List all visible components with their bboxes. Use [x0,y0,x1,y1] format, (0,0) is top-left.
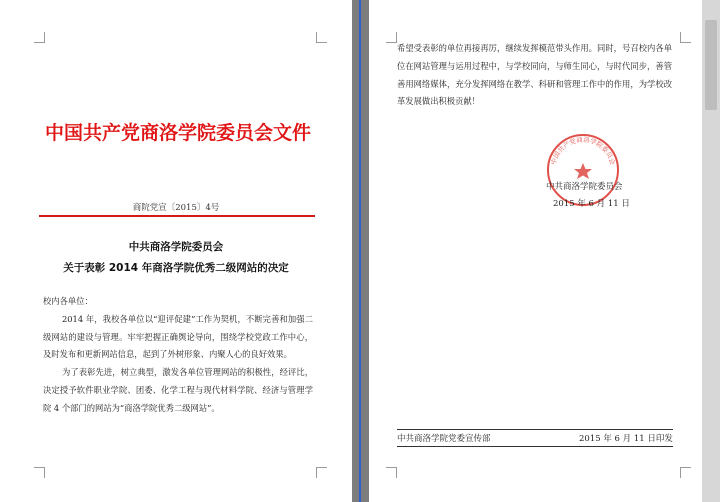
signature-date: 2015 年 6 月 11 日 [553,199,630,209]
crop-mark-icon [34,32,45,43]
decision-heading-line2: 关于表彰 2014 年商洛学院优秀二级网站的决定 [63,262,289,274]
svg-text:中国共产党商洛学院委员会 [549,135,618,166]
footer-issuer: 中共商洛学院党委宣传部 [397,434,491,444]
red-divider-line [39,215,315,217]
crop-mark-icon [316,467,327,478]
decision-heading-line1: 中共商洛学院委员会 [128,241,224,253]
body-paragraph-3: 希望受表彰的单位再接再厉，继续发挥模范带头作用。同时，号召校内各单位在网站管理与运用过程中，与学校同向，与师生同心，与时代同步，善管善用网络媒体，充分发挥网络在教学、科研和管理工作中的作用，为学校改革发展做出积极贡献！ [397,43,672,107]
footer-issue-date: 2015 年 6 月 11 日印发 [579,434,673,444]
seal-text: 中国共产党商洛学院委员会 [549,135,617,166]
footer-rule-bottom [397,446,673,447]
document-body-right [397,40,672,111]
body-paragraph-2: 为了表彰先进，树立典型，激发各单位管理网站的积极性，经评比，决定授予软件职业学院、团委、化学工程与现代材料学院、经济与管理学院 4 个部门的网站为“商洛学院优秀二级网站”。 [43,367,313,413]
salutation: 校内各单位： [43,296,93,306]
signature-organization: 中共商洛学院委员会 [546,182,623,192]
document-body-left [43,293,313,418]
document-red-title: 中国共产党商洛学院委员会文件 [44,122,311,144]
crop-mark-icon [386,32,397,43]
crop-mark-icon [386,467,397,478]
crop-mark-icon [680,32,691,43]
crop-mark-icon [316,32,327,43]
document-number: 商院党宣〔2015〕4号 [132,203,220,213]
footer-rule-top [397,429,673,430]
page-divider [359,0,361,502]
crop-mark-icon [680,467,691,478]
scrollbar-thumb[interactable] [705,20,717,110]
body-paragraph-1: 2014 年，我校各单位以“迎评促建”工作为契机，不断完善和加强二级网站的建设与管理。牢牢把握正确舆论导向，围绕学校党政工作中心，及时发布和更新网站信息，起到了外树形象、内聚人心的良好效果。 [43,313,313,360]
crop-mark-icon [34,467,45,478]
